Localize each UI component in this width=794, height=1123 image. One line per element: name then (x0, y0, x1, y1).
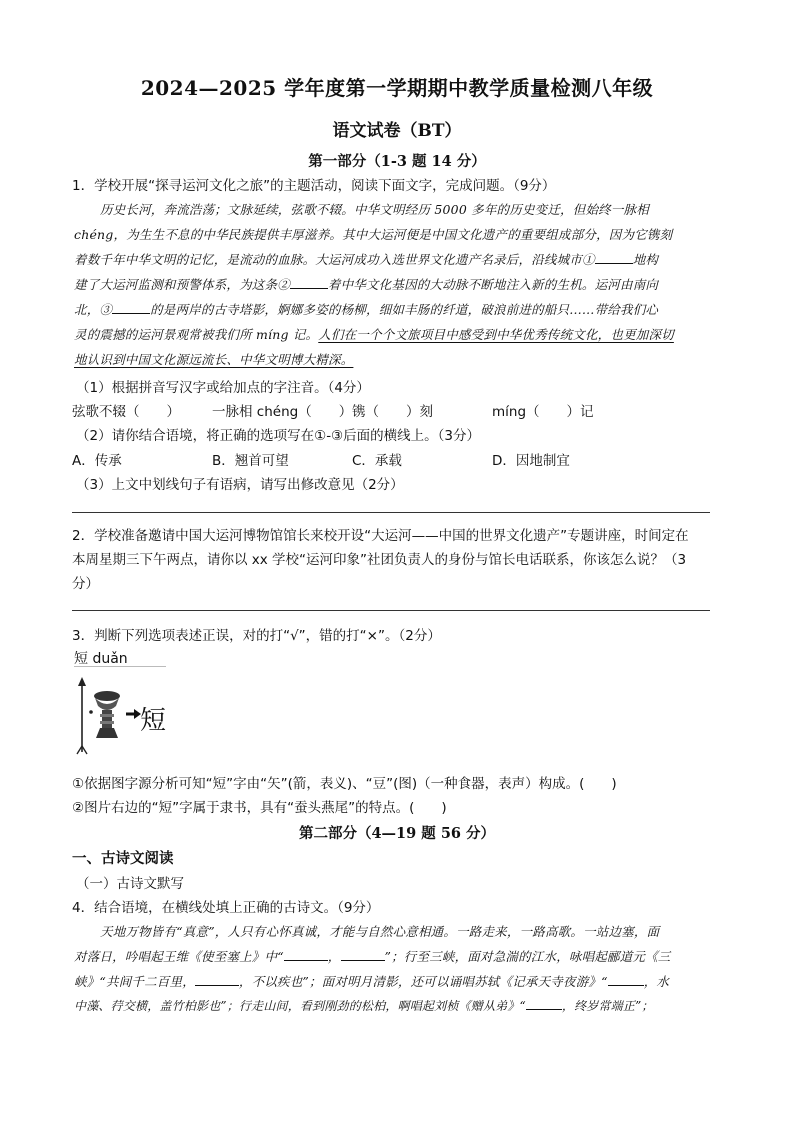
figure-label: 短 duǎn (74, 651, 128, 667)
answer-line[interactable] (72, 610, 710, 611)
q4-passage-line (74, 997, 654, 1014)
q1-sub3: （3）上文中划线句子有语病，请写出修改意见（2分） (76, 477, 404, 493)
q1-passage-text: 地构 (632, 252, 659, 267)
q1-passage-line: chéng，为生生不息的中华民族提供丰厚滋养。其中大运河便是中国文化遗产的重要组成部分，因为它镌刻 (74, 227, 673, 242)
q4-passage-line (74, 947, 671, 965)
q1-sub1-item[interactable]: 一脉相 chéng（ ） (212, 404, 353, 420)
fill-blank[interactable] (608, 974, 644, 986)
q1-passage-line: 历史长河，奔流浩荡；文脉延续，弦歌不辍。中华文明经历 5000 多年的历史变迁，但始终一脉相 (100, 202, 649, 217)
q1-passage-text: 北，③ (74, 302, 113, 317)
q3-item-2: ②图片右边的“短”字属于隶书，具有“蚕头燕尾”的特点。( ) (72, 800, 447, 816)
q2-line: 2．学校准备邀请中国大运河博物馆馆长来校开设“大运河——中国的世界文化遗产”专题讲座，时间定在 (72, 528, 689, 544)
q4-stem: 4．结合语境，在横线处填上正确的古诗文。（9分） (72, 900, 380, 916)
q4-passage-line (74, 972, 669, 990)
q2-line: 本周星期三下午两点，请你以 xx 学校“运河印象”社团负责人的身份与馆长电话联系，你该怎么说？（3 (72, 552, 687, 568)
q1-sub1-item[interactable]: 镌（ ）刻 (352, 404, 433, 420)
q4-passage-text: ， (327, 949, 341, 964)
q1-passage-text: 建了大运河监测和预警体系，为这条② (74, 277, 290, 292)
q1-passage-text: 着数千年中华文明的记忆，是流动的血脉。大运河成功入选世界文化遗产名录后，沿线城市① (74, 252, 595, 267)
q2-line: 分） (72, 576, 99, 592)
subsection-heading: （一）古诗文默写 (76, 876, 184, 892)
section-heading: 一、古诗文阅读 (72, 851, 174, 867)
fill-blank[interactable] (195, 974, 239, 986)
q1-passage-text: 灵的震撼的运河景观常被我们所 míng 记。 (74, 327, 319, 342)
q1-passage-line (74, 325, 674, 343)
q1-option-c: C．承载 (352, 453, 402, 469)
q4-passage-text: ，不以疾也”；面对明月清影，还可以诵唱苏轼《记承天寺夜游》“ (238, 974, 608, 989)
q1-passage-text: 着中华文化基因的大动脉不断地注入新的生机。运河由南向 (327, 277, 659, 292)
q4-passage-line: 天地万物皆有“真意”，人只有心怀真诚，才能与自然心意相通。一路走来，一路高歌。一站边塞，面 (100, 924, 660, 939)
q4-passage-text: ，终岁常端正”； (561, 999, 654, 1013)
character-origin-figure (74, 648, 166, 760)
q4-passage-text: ”；行至三峡，面对急湍的江水，咏唱起郦道元《三 (384, 949, 671, 964)
figure-divider (74, 666, 166, 667)
q4-passage-text: ，水 (643, 974, 670, 989)
q1-sub1-item[interactable]: míng（ ）记 (492, 404, 594, 420)
q1-sub1: （1）根据拼音写汉字或给加点的字注音。（4分） (76, 380, 370, 396)
q1-passage-line (74, 275, 658, 293)
q1-passage-text: 的是两岸的古寺塔影，婀娜多姿的杨柳，细如丰肠的纤道，破浪前进的船只……带给我们心 (150, 302, 659, 317)
q1-passage-line (74, 350, 353, 368)
underlined-sentence: 人们在一个个文旅项目中感受到中华优秀传统文化，也更加深切 (318, 327, 674, 342)
q1-option-a: A．传承 (72, 453, 122, 469)
q4-passage-text: 中藻、荇交横，盖竹柏影也”；行走山间，看到刚劲的松柏，啊唱起刘桢《赠从弟》“ (74, 999, 526, 1013)
q1-stem: 1．学校开展“探寻运河文化之旅”的主题活动，阅读下面文字，完成问题。（9分） (72, 178, 556, 194)
fill-blank-1[interactable] (595, 252, 633, 264)
fill-blank[interactable] (341, 949, 385, 961)
q1-passage-line (74, 250, 658, 268)
q1-sub2: （2）请你结合语境，将正确的选项写在①-③后面的横线上。（3分） (76, 428, 481, 444)
q1-option-d: D．因地制宜 (492, 453, 570, 469)
fill-blank-2[interactable] (290, 277, 328, 289)
q1-option-b: B．翘首可望 (212, 453, 289, 469)
exam-title: 2024—2025 学年度第一学期期中教学质量检测八年级 (140, 76, 654, 100)
fill-blank[interactable] (284, 949, 328, 961)
part1-heading: 第一部分（1-3 题 14 分） (308, 153, 486, 170)
exam-subtitle: 语文试卷（BT） (332, 121, 462, 141)
q4-passage-text: 峡》“共间千二百里， (74, 974, 195, 989)
q1-passage-line (74, 300, 658, 318)
q1-sub1-item[interactable]: 弦歌不辍（ ） (72, 404, 180, 420)
fill-blank[interactable] (526, 998, 562, 1010)
q3-stem: 3．判断下列选项表述正误，对的打“√”，错的打“×”。（2分） (72, 628, 441, 644)
q3-item-1: ①依据图字源分析可知“短”字由“矢”(箭，表义)、“豆”(图)（一种食器，表声）构成。( ) (72, 776, 617, 792)
figure-character: 短 (140, 706, 167, 736)
q4-passage-text: 对落日，吟唱起王维《使至塞上》中“ (74, 949, 284, 964)
part2-heading: 第二部分（4—19 题 56 分） (298, 825, 496, 842)
fill-blank-3[interactable] (112, 302, 150, 314)
underlined-sentence: 地认识到中国文化源远流长、中华文明博大精深。 (74, 352, 354, 367)
answer-line[interactable] (72, 512, 710, 513)
